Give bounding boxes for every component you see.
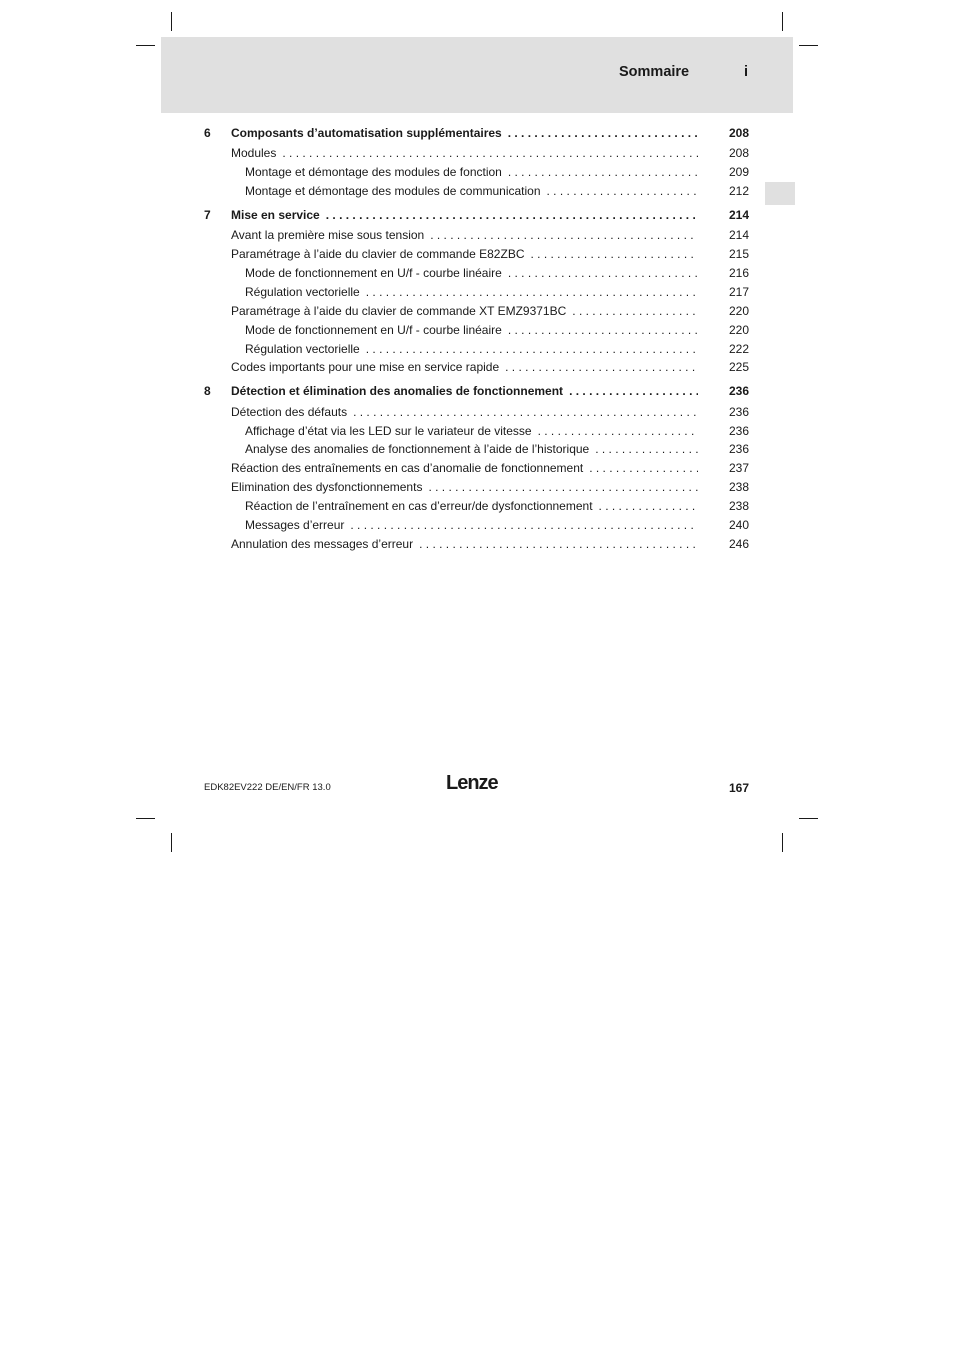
section-letter: i (744, 64, 749, 80)
toc-leader-dots (589, 460, 698, 476)
crop-mark (782, 12, 783, 31)
toc-title: Mode de fonctionnement en U/f - courbe linéaire (245, 266, 502, 280)
toc-page-number: 246 (728, 537, 749, 551)
toc-leader-dots (428, 479, 698, 495)
toc-page-number: 238 (728, 499, 749, 513)
toc-entry[interactable] (204, 441, 750, 457)
toc-title: Elimination des dysfonctionnements (231, 480, 423, 494)
toc-leader-dots (366, 284, 698, 300)
toc-page-number: 236 (728, 424, 749, 438)
toc-entry[interactable] (204, 536, 750, 552)
toc-title: Régulation vectorielle (245, 285, 360, 299)
toc-entry[interactable] (204, 322, 750, 338)
toc-leader-dots (508, 164, 698, 180)
toc-entry[interactable] (204, 404, 750, 420)
toc-entry[interactable] (204, 517, 750, 533)
toc-entry[interactable] (204, 383, 750, 399)
toc-title: Montage et démontage des modules de fonction (245, 165, 502, 179)
toc-title: Paramétrage à l’aide du clavier de commande E82ZBC (231, 247, 525, 261)
toc-entry[interactable] (204, 479, 750, 495)
toc-title: Mode de fonctionnement en U/f - courbe linéaire (245, 323, 502, 337)
toc-title: Affichage d’état via les LED sur le variateur de vitesse (245, 424, 532, 438)
crop-mark (171, 833, 172, 852)
toc-page-number: 220 (728, 323, 749, 337)
crop-mark (782, 833, 783, 852)
toc-leader-dots (282, 145, 698, 161)
toc-page-number: 237 (728, 461, 749, 475)
toc-leader-dots (366, 341, 698, 357)
toc-page-number: 216 (728, 266, 749, 280)
toc-page-number: 215 (728, 247, 749, 261)
toc-entry[interactable] (204, 227, 750, 243)
toc-page-number: 236 (728, 442, 749, 456)
toc-title: Messages d’erreur (245, 518, 345, 532)
toc-entry[interactable] (204, 303, 750, 319)
document-code: EDK82EV222 DE/EN/FR 13.0 (204, 782, 331, 793)
toc-title: Montage et démontage des modules de communication (245, 184, 541, 198)
toc-chapter-number: 7 (204, 208, 211, 222)
toc-page-number: 236 (728, 405, 749, 419)
toc-page-number: 238 (728, 480, 749, 494)
toc-entry[interactable] (204, 284, 750, 300)
toc-entry[interactable] (204, 498, 750, 514)
toc-leader-dots (353, 404, 698, 420)
toc-title: Réaction de l’entraînement en cas d’erreur/de dysfonctionnement (245, 499, 593, 513)
toc-entry[interactable] (204, 246, 750, 262)
toc-page-number: 225 (728, 360, 749, 374)
toc-title: Avant la première mise sous tension (231, 228, 425, 242)
crop-mark (799, 818, 818, 819)
toc-page-number: 220 (728, 304, 749, 318)
toc-title: Détection des défauts (231, 405, 348, 419)
crop-mark (799, 45, 818, 46)
toc-leader-dots (530, 246, 698, 262)
toc-page-number: 208 (728, 146, 749, 160)
toc-title: Paramétrage à l’aide du clavier de commande XT EMZ9371BC (231, 304, 567, 318)
toc-page-number: 212 (728, 184, 749, 198)
toc-leader-dots (538, 423, 698, 439)
toc-page-number: 236 (728, 384, 749, 398)
toc-leader-dots (547, 183, 698, 199)
toc-title: Modules (231, 146, 277, 160)
toc-title: Réaction des entraînements en cas d’anomalie de fonctionnement (231, 461, 584, 475)
crop-mark (171, 12, 172, 31)
toc-entry[interactable] (204, 207, 750, 223)
toc-page-number: 214 (728, 228, 749, 242)
toc-page-number: 214 (728, 208, 749, 222)
page-title: Sommaire (619, 64, 690, 80)
toc-title: Codes importants pour une mise en service rapide (231, 360, 500, 374)
toc-leader-dots (572, 303, 698, 319)
toc-entry[interactable] (204, 145, 750, 161)
toc-page-number: 240 (728, 518, 749, 532)
toc-leader-dots (430, 227, 698, 243)
toc-chapter-number: 8 (204, 384, 211, 398)
toc-leader-dots (508, 322, 698, 338)
toc-chapter-number: 6 (204, 126, 211, 140)
toc-page-number: 217 (728, 285, 749, 299)
side-tab-marker (765, 182, 795, 205)
lenze-logo: Lenze (446, 772, 498, 794)
crop-mark (136, 818, 155, 819)
page-number: 167 (728, 781, 749, 795)
toc-leader-dots (350, 517, 698, 533)
toc-entry[interactable] (204, 183, 750, 199)
toc-leader-dots (595, 441, 698, 457)
toc-page-number: 209 (728, 165, 749, 179)
toc-entry[interactable] (204, 164, 750, 180)
toc-title: Détection et élimination des anomalies de fonctionnement (231, 384, 564, 398)
toc-page-number: 222 (728, 342, 749, 356)
toc-leader-dots (419, 536, 698, 552)
toc-leader-dots (508, 125, 698, 141)
toc-leader-dots (326, 207, 698, 223)
toc-entry[interactable] (204, 359, 750, 375)
toc-title: Mise en service (231, 208, 320, 222)
header-band (161, 37, 793, 113)
toc-entry[interactable] (204, 125, 750, 141)
toc-entry[interactable] (204, 265, 750, 281)
toc-title: Analyse des anomalies de fonctionnement à l’aide de l’historique (245, 442, 590, 456)
toc-entry[interactable] (204, 460, 750, 476)
toc-title: Composants d’automatisation supplémentaires (231, 126, 502, 140)
toc-title: Régulation vectorielle (245, 342, 360, 356)
toc-entry[interactable] (204, 341, 750, 357)
crop-mark (136, 45, 155, 46)
toc-title: Annulation des messages d’erreur (231, 537, 414, 551)
toc-leader-dots (505, 359, 698, 375)
toc-page-number: 208 (728, 126, 749, 140)
toc-leader-dots (508, 265, 698, 281)
toc-entry[interactable] (204, 423, 750, 439)
toc-leader-dots (599, 498, 698, 514)
toc-leader-dots (569, 383, 698, 399)
